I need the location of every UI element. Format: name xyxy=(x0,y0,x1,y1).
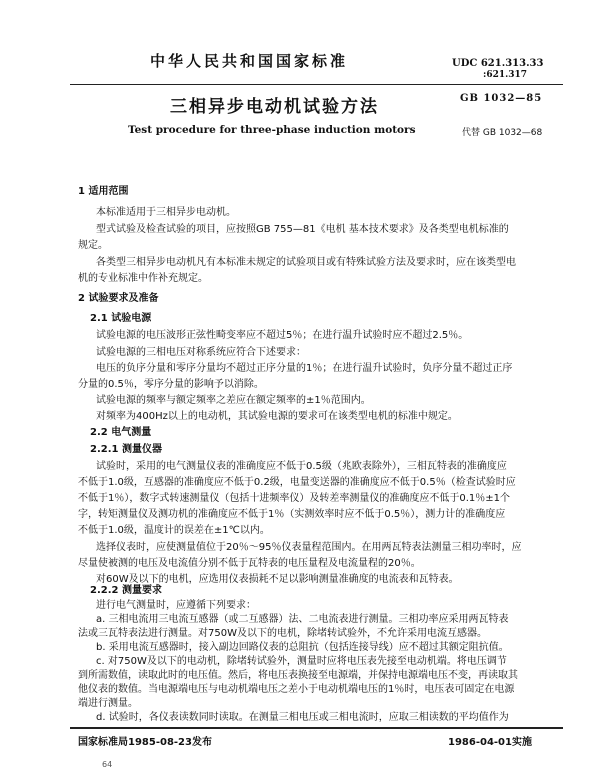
body-text-line: a. 三相电流用三电流互感器（或二互感器）法、二电流表进行测量。三相功率应采用两瓦特表 xyxy=(96,614,509,625)
body-text-line: 选择仪表时，应使测量值位于20％～95％仪表量程范围内。在用两瓦特表法测量三相功率时，应 xyxy=(96,542,522,553)
standard-type-title: 中华人民共和国国家标准 xyxy=(150,52,349,70)
body-text-line: 对60W及以下的电机，应选用仪表损耗不足以影响测量准确度的电流表和瓦特表。 xyxy=(96,574,459,585)
replaces-standard: 代替 GB 1032—68 xyxy=(462,128,543,138)
gb-number: GB 1032—85 xyxy=(460,93,543,104)
body-text-line: 本标准适用于三相异步电动机。 xyxy=(96,207,236,218)
body-text-line: b. 采用电流互感器时，接入副边回路仪表的总阻抗（包括连接导线）应不超过其额定阻抗值。 xyxy=(96,642,509,653)
body-text-line: 尽量使被测的电压及电流值分别不低于瓦特表的电压量程及电流量程的20％。 xyxy=(78,558,421,569)
body-text-line: c. 对750W及以下的电动机，除堵转试验外，测量时应将电压表先接至电动机端。将电压调节 xyxy=(96,656,507,667)
body-text-line: 型式试验及检查试验的项目，应按照GB 755—81《电机 基本技术要求》及各类型电机标准的 xyxy=(96,224,509,235)
udc-code-line2: :621.317 xyxy=(483,70,528,80)
section-heading: 2.2.1 测量仪器 xyxy=(90,444,162,455)
header-rule xyxy=(70,84,563,85)
body-text-line: 机的专业标准中作补充规定。 xyxy=(78,273,208,284)
issue-date: 国家标准局1985-08-23发布 xyxy=(78,737,212,748)
body-text-line: 进行电气测量时，应遵循下列要求： xyxy=(96,600,256,611)
body-text-line: 端进行测量。 xyxy=(78,698,138,709)
body-text-line: 分量的0.5％，零序分量的影响予以消除。 xyxy=(78,379,264,390)
body-text-line: 试验电源的电压波形正弦性畸变率应不超过5％；在进行温升试验时应不超过2.5％。 xyxy=(96,330,469,341)
section-heading: 2.1 试验电源 xyxy=(90,313,152,324)
body-text-line: 法或三瓦特表法进行测量。对750W及以下的电机，除堵转试验外，不允许采用电流互感器。 xyxy=(78,628,487,639)
page-number: 64 xyxy=(102,760,113,769)
section-heading: 2.2.2 测量要求 xyxy=(90,585,162,596)
body-text-line: 不低于1.0级，互感器的准确度应不低于0.2级，电量变送器的准确度应不低于0.5％（检查试验时应 xyxy=(78,477,516,488)
body-text-line: 电压的负序分量和零序分量均不超过正序分量的1％；在进行温升试验时，负序分量不超过正序 xyxy=(96,363,513,374)
body-text-line: 到所需数值，读取此时的电压值。然后，将电压表换接至电源端，并保持电源端电压不变，再读取其 xyxy=(78,670,518,681)
footer-rule xyxy=(70,727,563,729)
section-heading: 2 试验要求及准备 xyxy=(78,293,159,304)
body-text-line: 试验电源的频率与额定频率之差应在额定频率的±1％范围内。 xyxy=(96,395,371,406)
body-text-line: 试验电源的三相电压对称系统应符合下述要求： xyxy=(96,347,306,358)
body-text-line: 规定。 xyxy=(78,240,108,251)
udc-code-line1: UDC 621.313.33 xyxy=(452,58,544,69)
section-heading: 1 适用范围 xyxy=(78,186,129,197)
body-text-line: 试验时，采用的电气测量仪表的准确度应不低于0.5级（兆欧表除外），三相瓦特表的准确度应 xyxy=(96,461,507,472)
section-heading: 2.2 电气测量 xyxy=(90,427,152,438)
effective-date: 1986-04-01实施 xyxy=(448,737,532,748)
body-text-line: 不低于1％），数字式转速测量仪（包括十进频率仪）及转差率测量仪的准确度应不低于0.1％±1个 xyxy=(78,493,511,504)
body-text-line: 各类型三相异步电动机凡有本标准未规定的试验项目或有特殊试验方法及要求时，应在该类型电 xyxy=(96,257,516,268)
body-text-line: 不低于1.0级，温度计的误差在±1℃以内。 xyxy=(78,525,270,536)
body-text-line: 他仪表的数值。当电源端电压与电动机端电压之差小于电动机端电压的1％时，电压表可固定在电源 xyxy=(78,684,515,695)
body-text-line: 对频率为400Hz以上的电动机，其试验电源的要求可在该类型电机的标准中规定。 xyxy=(96,411,458,422)
english-title: Test procedure for three-phase induction motors xyxy=(128,124,416,136)
document-title: 三相异步电动机试验方法 xyxy=(170,97,379,117)
body-text-line: 字，转矩测量仪及测功机的准确度应不低于1％（实测效率时应不低于0.5％），测力计的准确度应 xyxy=(78,509,506,520)
body-text-line: d. 试验时，各仪表读数同时读取。在测量三相电压或三相电流时，应取三相读数的平均值作为 xyxy=(96,712,509,723)
